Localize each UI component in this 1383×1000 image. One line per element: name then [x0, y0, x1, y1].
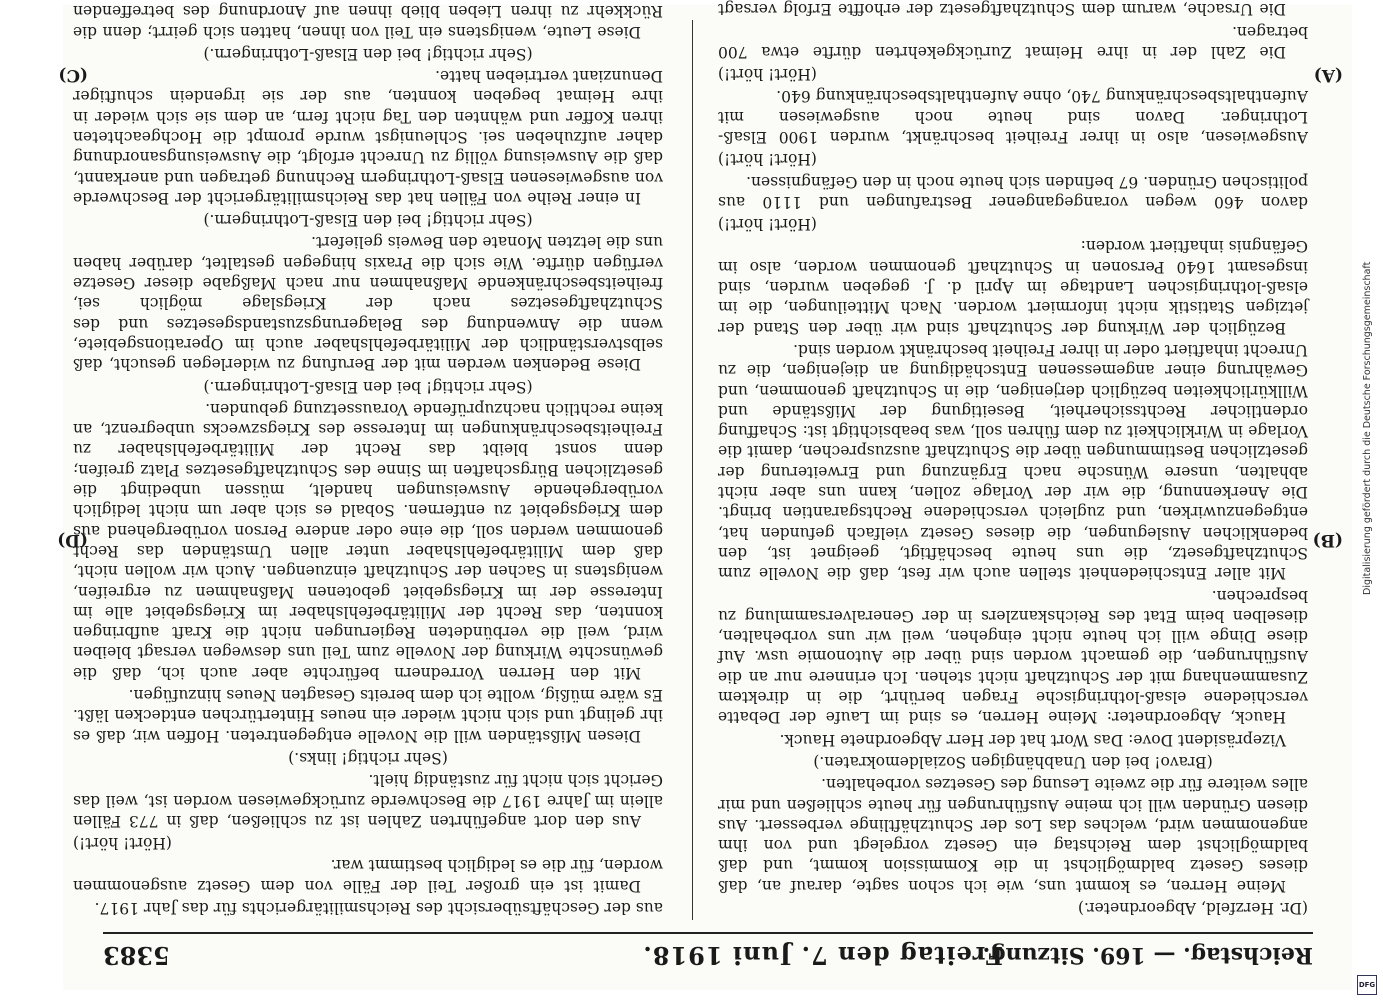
paragraph: Meine Herren, es kommt uns, wie ich schon sagte, darauf an, daß dieses Gesetz baldmöglichst in die Kommission kommt, und daß baldmöglichst dem Reichstag ein Gesetz vorgelegt und von ihm angenommen wird, welches das Los der Schutzhäftlinge verbessert. Aus diesen Gründen will ich meine Ausführungen für heute schließen und mir alles weitere für die zweite Lesung des Gesetzes vorbehalten. — [718, 775, 1308, 895]
left-column — [718, 0, 1308, 918]
paragraph: (Hört! hört!) — [718, 215, 817, 234]
digitization-credit: Digitalisierung gefördert durch die Deutsche Forschungsgemeinschaft — [1362, 261, 1373, 595]
paragraph: In einer Reihe von Fällen hat das Reichsmilitärgericht der Beschwerde von ausgewiesenen Elsaß-Lothringern Rechnung getragen und anerkannt, daß die Ausweisung völlig zu Unrecht erfolgt, die Ausweisungsanordnung daher aufzuheben sei. Schleunigst wurde prompt die Hochgeachteten ihren Koffer und wähnten den Tag nicht fern, an dem sie sich wieder in ihre Heimat begeben konnten, aus der sie irgendein schuftiger Denunziant vertrieben hatte. — [73, 67, 663, 207]
paragraph: (Hört! hört!) — [73, 834, 172, 853]
paragraph: (Hört! hört!) — [718, 150, 817, 169]
paragraph: Damit ist ein großer Teil der Fälle von dem Gesetz ausgenommen worden, für die es lediglich bestimmt war. — [73, 856, 663, 895]
paragraph: (Sehr richtig! bei den Elsaß-Lothringern.) — [203, 377, 533, 396]
paragraph: (Hört! hört!) — [718, 65, 817, 84]
paragraph: (Sehr richtig! bei den Elsaß-Lothringern.) — [203, 44, 533, 63]
paragraph: (Dr. Herzfeld, Abgeordneter.) — [1077, 899, 1308, 917]
dfg-logo: DFG — [1357, 975, 1377, 995]
paragraph: (Bravo! bei den Unabhängigen Sozialdemokraten.) — [813, 752, 1213, 771]
paragraph: Aus den dort angeführten Zahlen ist zu schließen, daß in 773 Fällen allein im Jahre 1917 die Beschwerde zurückgewiesen worden ist, weil das Gericht sich nicht für zuständig hielt. — [73, 771, 663, 830]
paragraph: Mit aller Entschiedenheit stellen auch wir fest, daß die Novelle zum Schutzhaftgesetz, die uns heute beschäftigt, geeignet ist, den bedenklichen Auslegungen, die dieses Gesetz vielfach gefunden hat, entgegenzuwirken, und zugleich verschiedene Rechtsgarantien bringt. Die Anerkennung, die wir der Vorlage zollen, kann uns aber nicht abhalten, unsere Wünsche nach Ergänzung und Erweiterung der gesetzlichen Bestimmungen über die Schutzhaft auszusprechen, damit die Vorlage in Wirklichkeit zu dem führen soll, was beabsichtigt ist: Schaffung ordentlicher Rechtssicherheit, Beseitigung der Mißstände und Willkürlichkeiten bezüglich derjenigen, die in Schutzhaft genommen, und Gewährung einer angemessenen Entschädigung an diejenigen, die zu Unrecht inhaftiert oder in ihrer Freiheit beschränkt worden sind. — [718, 340, 1308, 583]
paragraph: Bezüglich der Wirkung der Schutzhaft sind wir über den Stand der jetzigen Statistik nicht informiert worden. Nach Mitteilungen, die im elsaß-lothringischen Landtage im April d. J. gegeben wurden, sind insgesamt 1640 Personen in Schutzhaft genommen worden, also im Gefängnis inhaftiert worden: — [718, 237, 1308, 337]
paragraph: davon 460 wegen vorangegangener Bestrafungen und 1110 aus politischen Gründen. 67 befinden sich heute noch in den Gefängnissen. — [718, 172, 1308, 211]
paragraph: Ausgewiesen, also in ihrer Freiheit beschränkt, wurden 1900 Elsaß-Lothringer. Davon sind heute noch ausgewiesen mit Aufenthaltsbeschränkung 740, ohne Aufenthaltsbeschränkung 640. — [718, 87, 1308, 147]
paragraph: Diese Leute, wenigstens ein Teil von ihnen, hatten sich geirrt; denn die Rückkehr zu ihren Lieben blieb ihnen auf Anordnung des betreffenden — [73, 2, 663, 41]
margin-marker-c: (C) — [58, 65, 88, 85]
reichstag-protocol-page — [57, 0, 1353, 990]
page-number: 5383 — [103, 941, 170, 970]
header-date: Freitag den 7. Juni 1918. — [642, 941, 1003, 970]
paragraph: Die Ursache, warum dem Schutzhaftgesetz der erhoffte Erfolg versagt — [718, 0, 1286, 19]
paragraph: Die Zahl der in ihre Heimat Zurückgekehrten dürfte etwa 700 betragen. — [718, 22, 1308, 61]
right-column — [73, 2, 663, 918]
paragraph: (Sehr richtig! bei den Elsaß-Lothringern.) — [203, 211, 533, 230]
paragraph: Vizepräsident Dove: Das Wort hat der Herr Abgeordnete Hauck. — [779, 730, 1286, 749]
paragraph: Mit den Herren Vorrednern befürchte aber auch ich, daß die gewünschte Wirkung der Novelle zum Teil uns deswegen versagt bleiben wird, weil die verbündeten Regierungen nicht die Kraft aufbringen konnten, das Recht der Militärbefehlshaber im Kriegsgebiet alle im Interesse der im Kriegsgebiet gebotenen Maßnahmen zu ergreifen, wenigstens in Sachen der Schutzhaft einzuengen. Auch wir wollen nicht, daß dem Militärbefehlshaber unter allen Umständen das Recht genommen werden soll, die eine oder andere Person vorübergehend aus dem Kriegsgebiet zu entfernen. Sobald es sich aber um nicht lediglich vorübergehende Ausweisungen handelt, müssen unbedingt die gesetzlichen Bürgschaften im Sinne des Schutzhaftgesetzes Platz greifen; denn sonst bleibt das Recht der Militärbefehlshaber zu Freiheitsbeschränkungen im Interesse des Kriegszwecks unbegrenzt, an keine rechtlich nachzuprüfende Voraussetzung gebunden. — [73, 399, 663, 682]
header-session: Reichstag. — 169. Sitzung. — [982, 942, 1313, 968]
margin-marker-b: (B) — [1312, 530, 1343, 550]
paragraph: Hauck, Abgeordneter: Meine Herren, es sind im Laufe der Debatte verschiedene elsaß-lothringische Fragen berührt, die in direktem Zusammenhang mit der Schutzhaft nicht stehen. Ich erinnere nur an die Ausführungen, die gemacht worden sind über die Autonomie usw. Auf diese Dinge will ich heute nicht eingehen, weil wir uns vorbehalten, dieselben beim Etat des Reichskanzlers in der Generalversammlung zu besprechen. — [718, 586, 1308, 727]
paragraph: aus der Geschäftsübersicht des Reichsmilitärgerichts für das Jahr 1917. — [94, 899, 663, 917]
paragraph: Diesen Mißständen will die Novelle entgegentreten. Hoffen wir, daß es ihr gelingt und sich nicht wieder ein neues Hintertürchen entdecken läßt. Es wäre müßig, wollte ich dem bereits Gesagten Neues hinzufügen. — [73, 686, 663, 745]
paragraph: Diese Bedenken werden mit der Berufung zu widerlegen gesucht, daß selbstverständlich der Militärbefehlshaber auch im Operationsgebiete, wenn die Anwendung des Belagerungszustandsgesetzes und des Schutzhaftgesetzes nach der Kriegslage möglich sei, freiheitsbeschränkende Maßnahmen nur nach Maßgabe dieser Gesetze verfügen dürfte. Wie sich die Praxis hingegen gestaltet, darüber haben uns die letzten Monate den Beweis geliefert. — [73, 233, 663, 374]
paragraph: (Sehr richtig! links.) — [288, 748, 448, 767]
page-header — [103, 932, 1313, 978]
margin-marker-d: (D) — [57, 530, 88, 550]
margin-marker-a: (A) — [1313, 65, 1343, 85]
column-divider — [692, 20, 693, 920]
